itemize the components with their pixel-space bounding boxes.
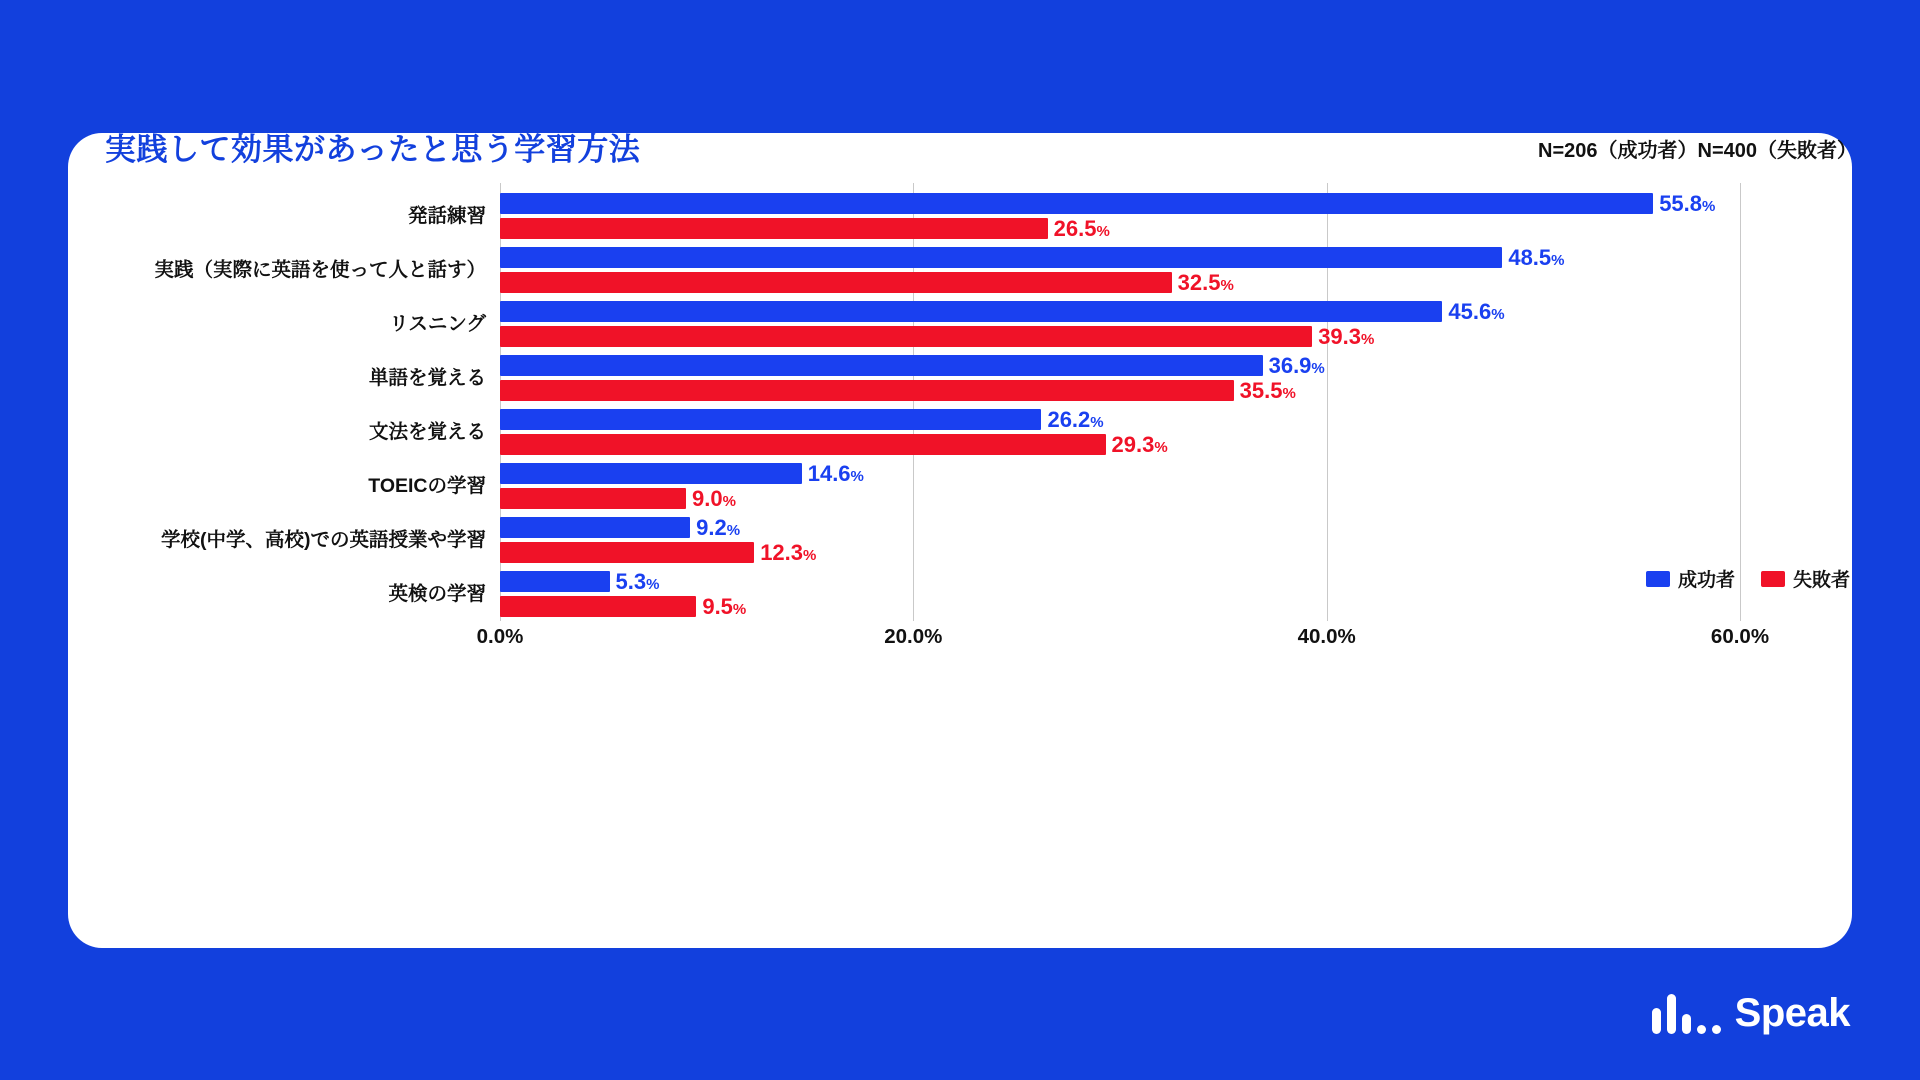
chart-row — [388, 567, 1794, 621]
bar-success — [500, 569, 660, 594]
speak-logo-icon — [1652, 994, 1721, 1034]
x-axis-tick-label: 40.0% — [1297, 625, 1356, 648]
bar-success — [500, 245, 1565, 270]
bar-failure — [500, 432, 1168, 457]
bar-value-label: 26.2% — [1047, 407, 1104, 432]
x-axis — [476, 621, 1794, 654]
sample-size-note: N=206（成功者）N=400（失敗者） — [1538, 140, 1857, 162]
x-axis-tick-label: 20.0% — [884, 625, 943, 648]
category-label: 単語を覚える — [368, 367, 486, 389]
chart-row — [161, 513, 1794, 567]
category-label: 英検の学習 — [388, 583, 486, 605]
legend-item-failure — [1761, 565, 1850, 592]
bar-success — [500, 353, 1325, 378]
brand-name: Speak — [1734, 991, 1850, 1035]
bar-value-label: 35.5% — [1239, 378, 1296, 403]
legend-swatch-success — [1646, 571, 1670, 587]
bar-value-label: 45.6% — [1448, 299, 1505, 324]
bar-value-label: 14.6% — [807, 461, 864, 486]
bar-failure — [500, 270, 1234, 295]
category-label: リスニング — [389, 313, 486, 335]
bar-failure — [500, 378, 1296, 403]
legend-label-failure: 失敗者 — [1792, 570, 1850, 591]
chart-plot-area — [154, 183, 1794, 654]
bar-failure — [500, 486, 736, 511]
category-label: 学校(中学、高校)での英語授業や学習 — [161, 529, 486, 551]
bar-success — [500, 299, 1505, 324]
bar-failure — [500, 324, 1375, 349]
category-label: 実践（実際に英語を使って人と話す） — [154, 259, 486, 281]
legend-swatch-failure — [1761, 571, 1785, 587]
bar-value-label: 39.3% — [1318, 324, 1375, 349]
bar-success — [500, 407, 1104, 432]
x-axis-tick-label: 0.0% — [476, 625, 524, 648]
bar-value-label: 9.0% — [692, 486, 736, 511]
legend-label-success: 成功者 — [1677, 570, 1735, 591]
bar-value-label: 9.5% — [702, 594, 747, 619]
bar-value-label: 36.9% — [1268, 353, 1325, 378]
bar-value-label: 12.3% — [760, 540, 817, 565]
category-label: TOEICの学習 — [368, 475, 486, 497]
bar-failure — [500, 594, 747, 619]
chart-row — [368, 405, 1794, 459]
category-label: 文法を覚える — [368, 421, 486, 443]
chart-row — [368, 459, 1794, 513]
bar-value-label: 26.5% — [1053, 216, 1110, 241]
chart-row — [154, 243, 1794, 297]
bar-value-label: 29.3% — [1111, 432, 1168, 457]
bar-success — [500, 191, 1716, 216]
bar-value-label: 32.5% — [1177, 270, 1234, 295]
bar-failure — [500, 540, 817, 565]
brand-lockup — [1652, 991, 1850, 1036]
bar-value-label: 48.5% — [1508, 245, 1565, 270]
bar-success — [500, 461, 864, 486]
x-axis-tick-label: 60.0% — [1710, 625, 1770, 648]
chart-row — [407, 189, 1794, 243]
page-title: 実践して効果があったと思う学習方法 — [105, 132, 641, 167]
bar-failure — [500, 216, 1110, 241]
bar-value-label: 9.2% — [696, 515, 741, 540]
legend-item-success — [1646, 565, 1735, 592]
chart-row — [368, 351, 1794, 405]
chart-row — [389, 297, 1794, 351]
bar-success — [500, 515, 741, 540]
chart-legend — [1646, 565, 1850, 592]
bar-value-label: 55.8% — [1659, 191, 1716, 216]
bar-value-label: 5.3% — [615, 569, 660, 594]
category-label: 発話練習 — [407, 205, 486, 227]
